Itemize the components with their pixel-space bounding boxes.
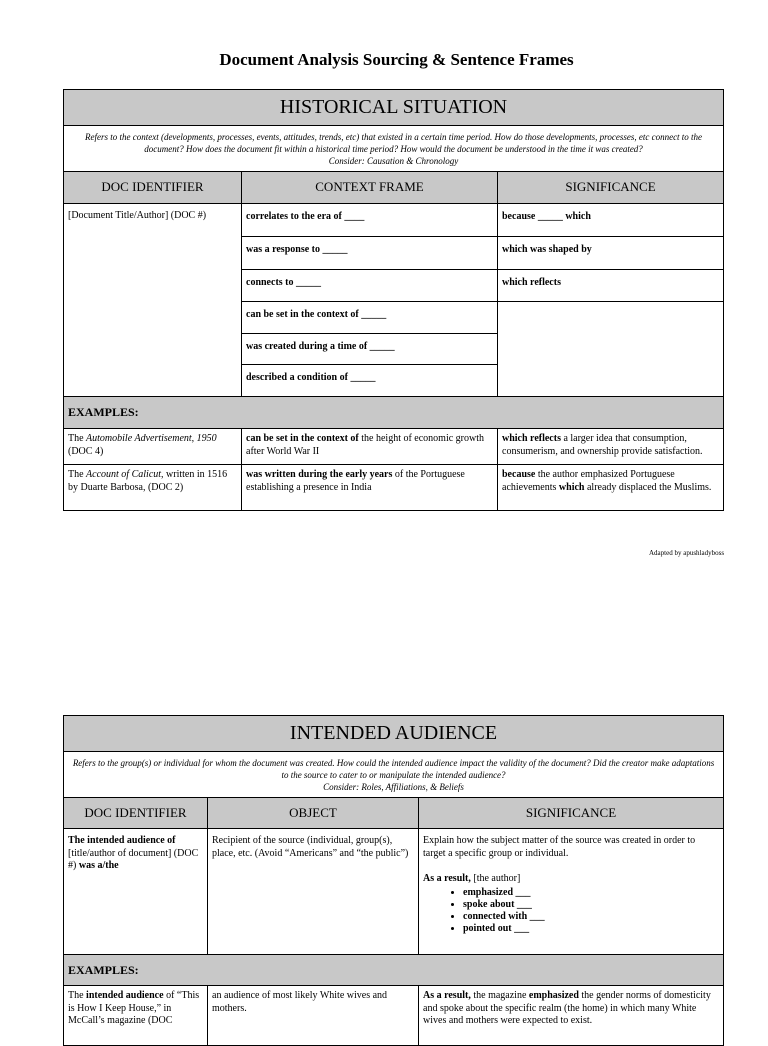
- examples-heading: EXAMPLES:: [64, 397, 724, 429]
- page-title: Document Analysis Sourcing & Sentence Frames: [219, 50, 574, 69]
- significance-empty-cell: [498, 302, 724, 397]
- context-frame: was created during a time of _____: [242, 334, 498, 365]
- significance-verb-list: [423, 887, 719, 935]
- significance-frame: which reflects: [498, 270, 724, 302]
- doc-identifier-cell: [Document Title/Author] (DOC #): [64, 204, 242, 397]
- context-frame: correlates to the era of ____: [242, 204, 498, 237]
- list-item: • connected with ___: [463, 911, 719, 923]
- column-header: SIGNIFICANCE: [498, 172, 724, 204]
- context-frame: connects to _____: [242, 270, 498, 302]
- column-header: CONTEXT FRAME: [242, 172, 498, 204]
- section-description: Refers to the group(s) or individual for whom the document was created. How could the intended audience impact the validity of the document? Did the creator make adaptations to the source to cater to or manipulate the intended audience? Consider: Roles, Affiliations, & Beliefs: [64, 752, 724, 798]
- example-frame: was written during the early years of the Portuguese establishing a presence in India: [242, 465, 498, 511]
- example-significance: As a result, the magazine emphasized the gender norms of domesticity and spoke about the specific realm (the home) in which many White wives and mothers were expected to exist.: [419, 986, 724, 1046]
- column-header: SIGNIFICANCE: [419, 798, 724, 829]
- significance-frame: because _____ which: [498, 204, 724, 237]
- context-frame: described a condition of _____: [242, 365, 498, 397]
- example-identifier: The intended audience of “This is How I Keep House,” in McCall’s magazine (DOC: [64, 986, 208, 1046]
- list-item: • emphasized ___: [463, 887, 719, 899]
- example-significance: which reflects a larger idea that consumption, consumerism, and ownership provide satisfaction.: [498, 429, 724, 465]
- column-header: DOC IDENTIFIER: [64, 172, 242, 204]
- consider-note: Consider: Roles, Affiliations, & Beliefs: [323, 782, 464, 792]
- column-header: DOC IDENTIFIER: [64, 798, 208, 829]
- significance-frame: which was shaped by: [498, 237, 724, 270]
- context-frame: was a response to _____: [242, 237, 498, 270]
- section-heading: HISTORICAL SITUATION: [64, 90, 724, 126]
- examples-heading: EXAMPLES:: [64, 955, 724, 986]
- example-identifier: The Automobile Advertisement, 1950 (DOC 4): [64, 429, 242, 465]
- example-frame: can be set in the context of the height of economic growth after World War II: [242, 429, 498, 465]
- example-identifier: The Account of Calicut, written in 1516 by Duarte Barbosa, (DOC 2): [64, 465, 242, 511]
- section-heading: INTENDED AUDIENCE: [64, 716, 724, 752]
- intended-audience-table: [63, 715, 724, 1046]
- column-header: OBJECT: [208, 798, 419, 829]
- consider-note: Consider: Causation & Chronology: [328, 156, 459, 166]
- section-description: Refers to the context (developments, processes, events, attitudes, trends, etc) that existed in a certain time period. How do those developments, processes, etc connect to the document? How does the document fit within a historical time period? How would the document be understood in the time it was created? Consider: Causation & Chronology: [64, 126, 724, 172]
- credit-note: Adapted by apushladyboss: [649, 549, 725, 557]
- historical-situation-table: [63, 89, 724, 511]
- context-frame: can be set in the context of _____: [242, 302, 498, 334]
- list-item: • pointed out ___: [463, 923, 719, 935]
- object-cell: Recipient of the source (individual, group(s), place, etc. (Avoid “Americans” and “the public”): [208, 829, 419, 955]
- list-item: • spoke about ___: [463, 899, 719, 911]
- example-significance: because the author emphasized Portuguese achievements which already displaced the Muslims.: [498, 465, 724, 511]
- example-object: an audience of most likely White wives and mothers.: [208, 986, 419, 1046]
- doc-identifier-cell: The intended audience of [title/author of document] (DOC #) was a/the: [64, 829, 208, 955]
- significance-cell: Explain how the subject matter of the source was created in order to target a specific group or individual. As a result, [the author] • emphasized ___ • spoke about ___ • connected with ___ • pointed out ___: [419, 829, 724, 955]
